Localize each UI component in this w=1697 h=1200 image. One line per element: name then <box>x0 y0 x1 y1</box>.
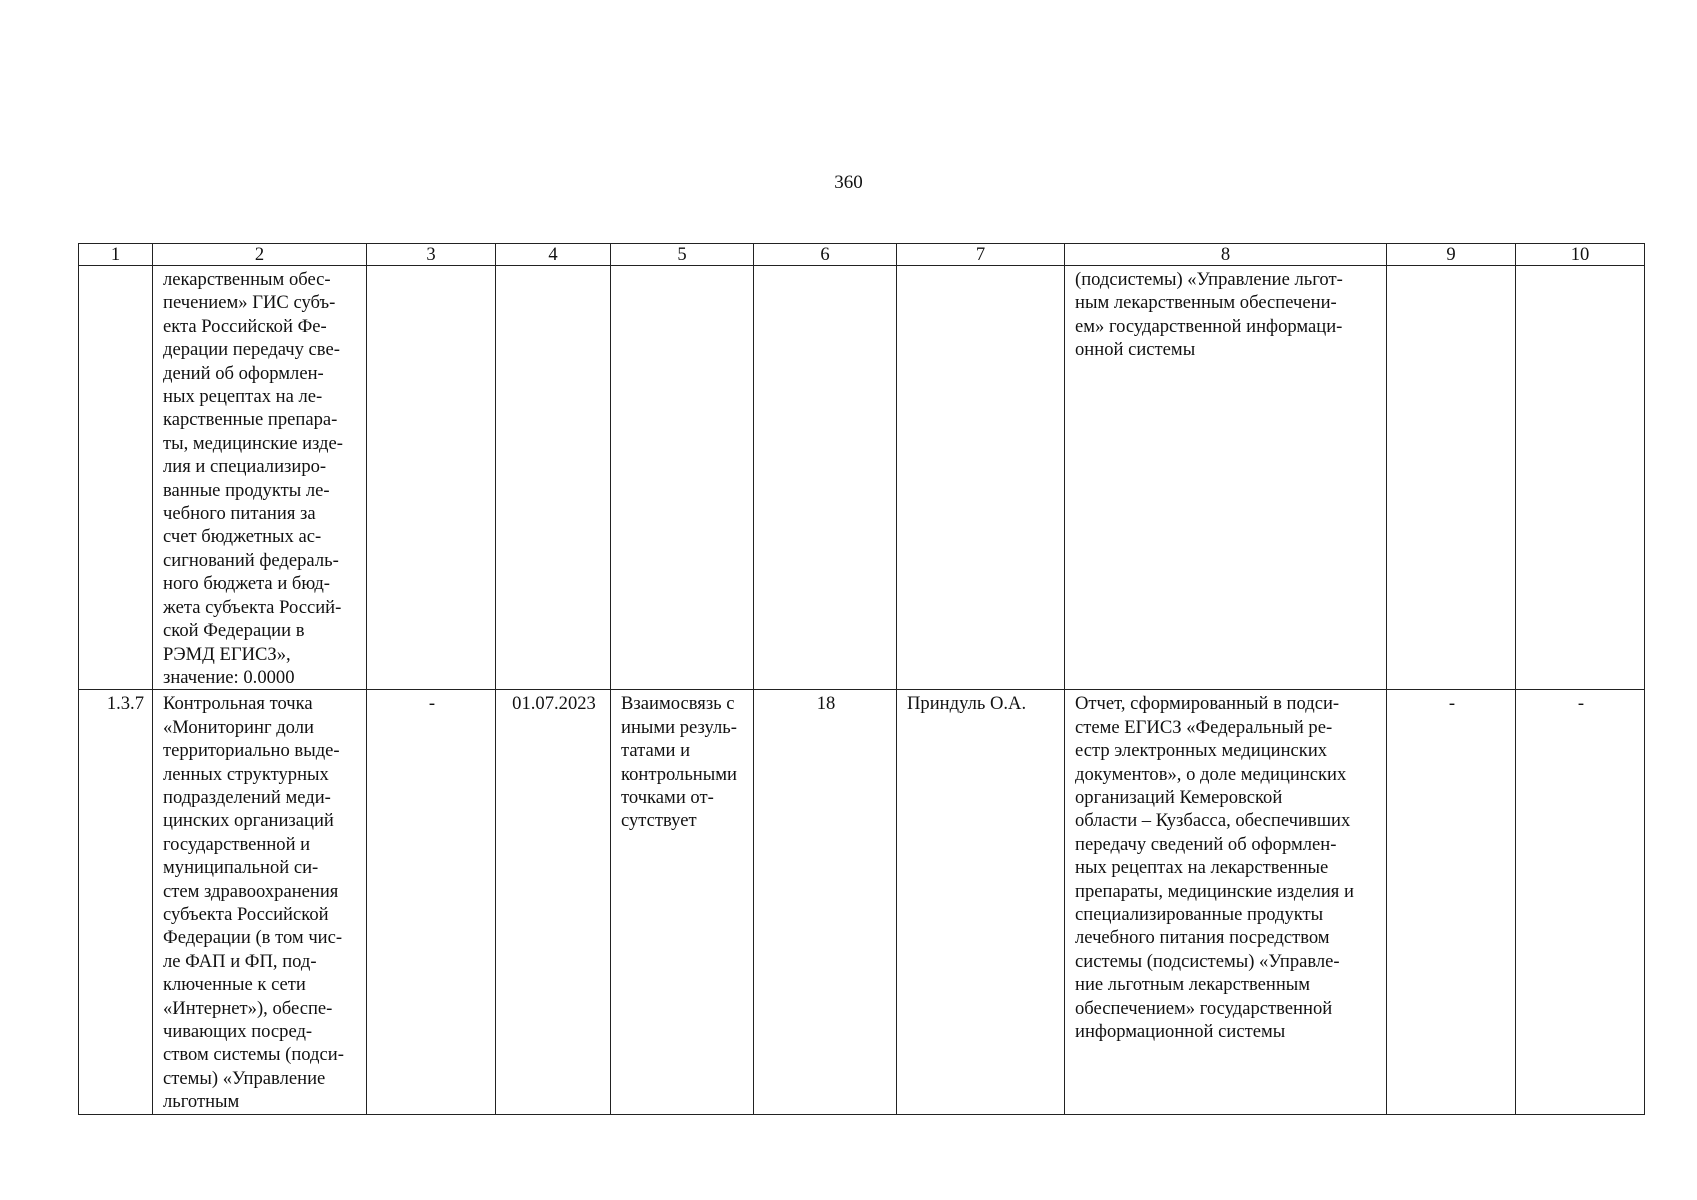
header-cell: 6 <box>754 244 897 266</box>
table-header-row <box>79 244 1645 266</box>
report-cell: Отчет, сформированный в подси- стеме ЕГИСЗ «Федеральный ре- естр электронных медицинских документов», о доле медицинских организаций Кемеровской области – Кузбасса, обеспечивших передачу сведений об оформлен- ных рецептах на лекарственные препараты, медицинские изделия и специализированные продукты лечебного питания посредством системы (подсистемы) «Управле- ние льготным лекарственным обеспечением» государственной информационной системы <box>1065 690 1387 1114</box>
table-row <box>79 690 1645 1114</box>
responsible-cell: Приндуль О.А. <box>897 690 1065 1114</box>
header-cell: 3 <box>367 244 496 266</box>
date-cell <box>496 266 611 690</box>
responsible-cell <box>897 266 1065 690</box>
description-cell: лекарственным обес- печением» ГИС субъ- екта Российской Фе- дерации передачу све- дений об оформлен- ных рецептах на ле- карственные препара- ты, медицинские изде- лия и специализиро- ванные продукты ле- чебного питания за счет бюджетных ас- сигнований федераль- ного бюджета и бюд- жета субъекта Россий- ской Федерации в РЭМД ЕГИСЗ», значение: 0.0000 <box>153 266 367 690</box>
cell-col3: - <box>367 690 496 1114</box>
cell-col10 <box>1516 266 1645 690</box>
page-number: 360 <box>834 172 863 193</box>
cell-col9 <box>1387 266 1516 690</box>
header-cell: 1 <box>79 244 153 266</box>
cell-col9: - <box>1387 690 1516 1114</box>
header-cell: 4 <box>496 244 611 266</box>
row-number-cell: 1.3.7 <box>79 690 153 1114</box>
cell-col3 <box>367 266 496 690</box>
cell-col6: 18 <box>754 690 897 1114</box>
relation-cell: Взаимосвязь с иными резуль- татами и контрольными точками от- сутствует <box>611 690 754 1114</box>
row-number-cell <box>79 266 153 690</box>
plan-table <box>78 243 1645 1115</box>
header-cell: 10 <box>1516 244 1645 266</box>
header-cell: 8 <box>1065 244 1387 266</box>
cell-col10: - <box>1516 690 1645 1114</box>
relation-cell <box>611 266 754 690</box>
header-cell: 9 <box>1387 244 1516 266</box>
header-cell: 5 <box>611 244 754 266</box>
header-cell: 7 <box>897 244 1065 266</box>
date-cell: 01.07.2023 <box>496 690 611 1114</box>
report-cell: (подсистемы) «Управление льгот- ным лекарственным обеспечени- ем» государственной информаци- онной системы <box>1065 266 1387 690</box>
cell-col6 <box>754 266 897 690</box>
table-row <box>79 266 1645 690</box>
header-cell: 2 <box>153 244 367 266</box>
description-cell: Контрольная точка «Мониторинг доли территориально выде- ленных структурных подразделений меди- цинских организаций государственной и муниципальной си- стем здравоохранения субъекта Российской Федерации (в том чис- ле ФАП и ФП, под- ключенные к сети «Интернет»), обеспе- чивающих посред- ством системы (подси- стемы) «Управление льготным <box>153 690 367 1114</box>
